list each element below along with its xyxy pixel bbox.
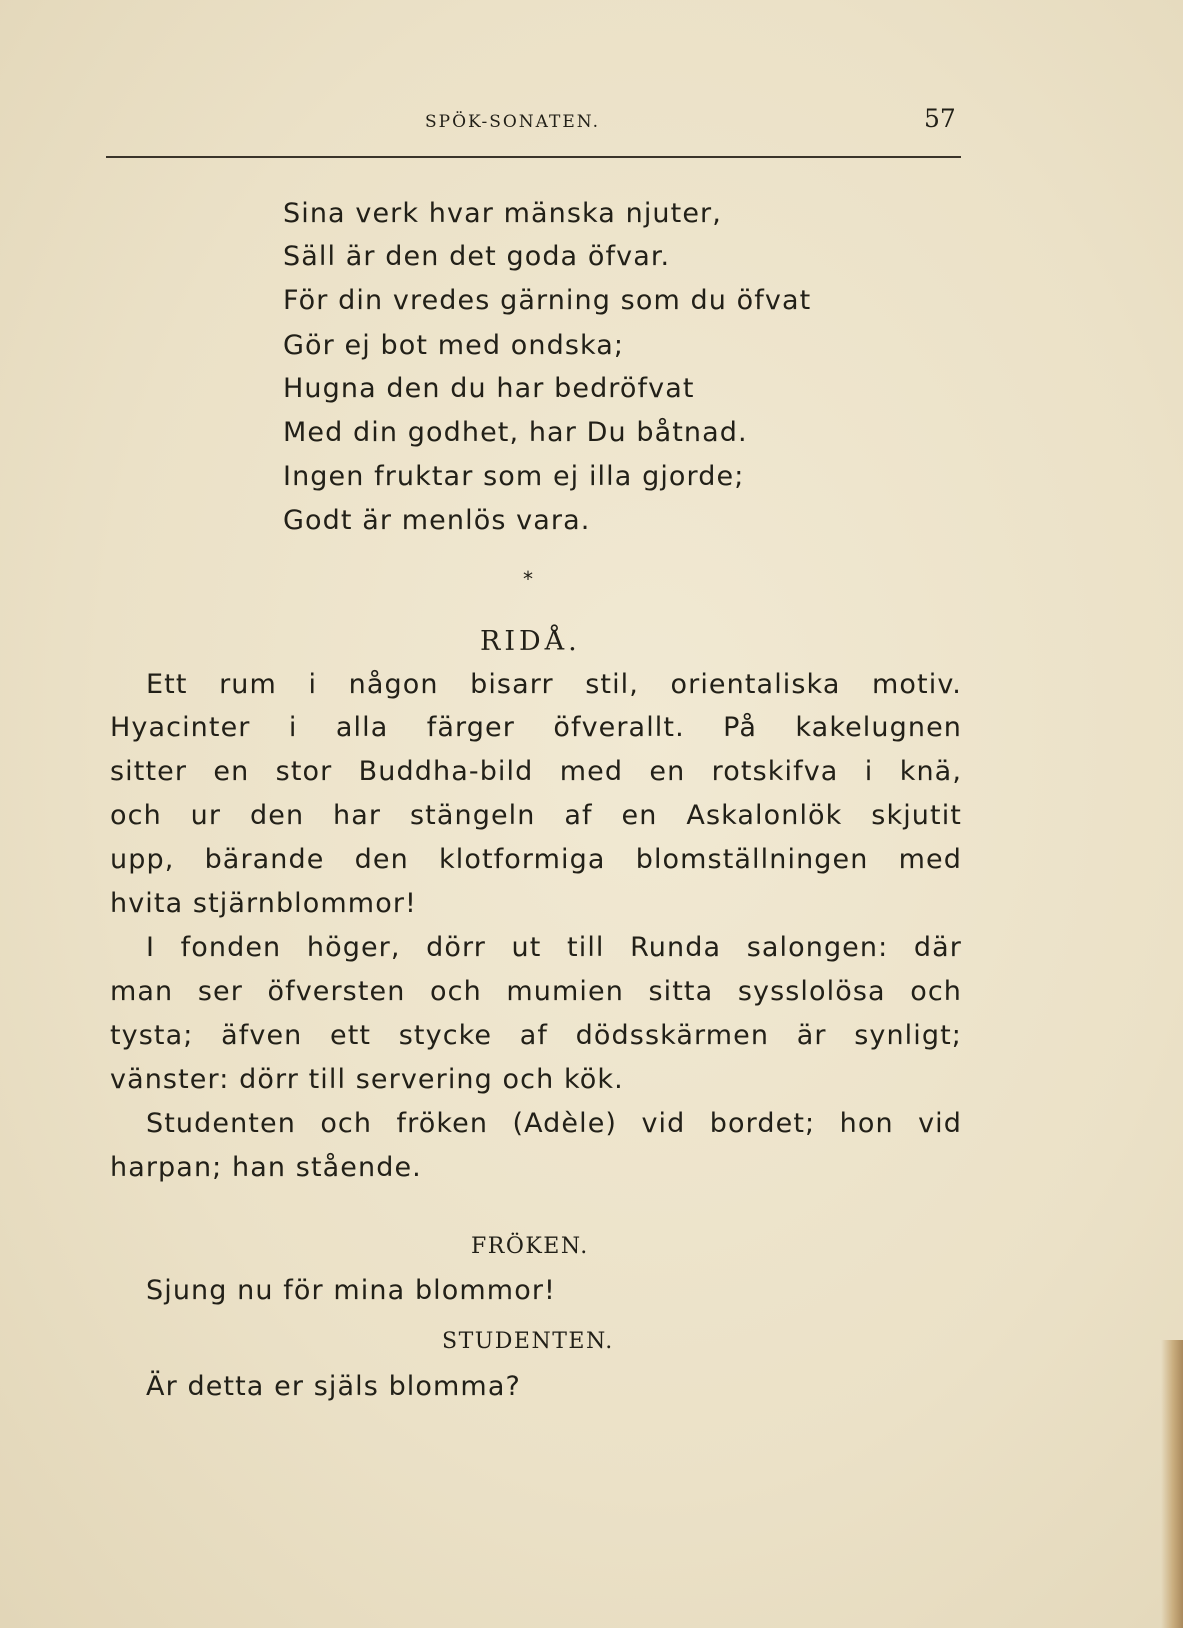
curtain-heading: RIDÅ.	[480, 626, 581, 657]
verse-line: Ingen fruktar som ej illa gjorde;	[283, 461, 745, 492]
stage-direction-line: upp, bärande den klotformiga blomställningen med	[110, 844, 962, 875]
running-head-title: SPÖK-SONATEN.	[425, 112, 600, 132]
verse-line: Med din godhet, har Du båtnad.	[283, 417, 748, 448]
stage-direction-line: sitter en stor Buddha-bild med en rotskifva i knä,	[110, 756, 962, 787]
page-edge-shadow	[1161, 1340, 1183, 1628]
dialogue-line: Är detta er själs blomma?	[146, 1371, 521, 1402]
verse-line: Säll är den det goda öfvar.	[283, 241, 671, 272]
speaker-name: FRÖKEN.	[471, 1234, 589, 1259]
stage-direction-line: och ur den har stängeln af en Askalonlök skjutit	[110, 800, 962, 831]
page-number: 57	[924, 104, 956, 133]
verse-line: Gör ej bot med ondska;	[283, 330, 625, 361]
verse-line: Sina verk hvar mänska njuter,	[283, 198, 722, 229]
stage-direction-line: vänster: dörr till servering och kök.	[110, 1064, 624, 1095]
stage-direction-line: Studenten och fröken (Adèle) vid bordet; hon vid	[146, 1108, 962, 1139]
stage-direction-line: tysta; äfven ett stycke af dödsskärmen är synligt;	[110, 1020, 962, 1051]
stage-direction-line: Ett rum i någon bisarr stil, orientaliska motiv.	[146, 669, 962, 700]
section-asterisk: *	[523, 567, 533, 591]
stage-direction-line: hvita stjärnblommor!	[110, 888, 417, 919]
dialogue-line: Sjung nu för mina blommor!	[146, 1275, 556, 1306]
verse-line: Hugna den du har bedröfvat	[283, 373, 695, 404]
verse-line: För din vredes gärning som du öfvat	[283, 285, 812, 316]
speaker-name: STUDENTEN.	[442, 1329, 614, 1354]
stage-direction-line: man ser öfversten och mumien sitta sysslolösa och	[110, 976, 962, 1007]
header-rule	[106, 156, 961, 158]
stage-direction-line: harpan; han stående.	[110, 1152, 422, 1183]
stage-direction-line: Hyacinter i alla färger öfverallt. På kakelugnen	[110, 712, 962, 743]
stage-direction-line: I fonden höger, dörr ut till Runda salongen: där	[146, 932, 962, 963]
verse-line: Godt är menlös vara.	[283, 505, 591, 536]
